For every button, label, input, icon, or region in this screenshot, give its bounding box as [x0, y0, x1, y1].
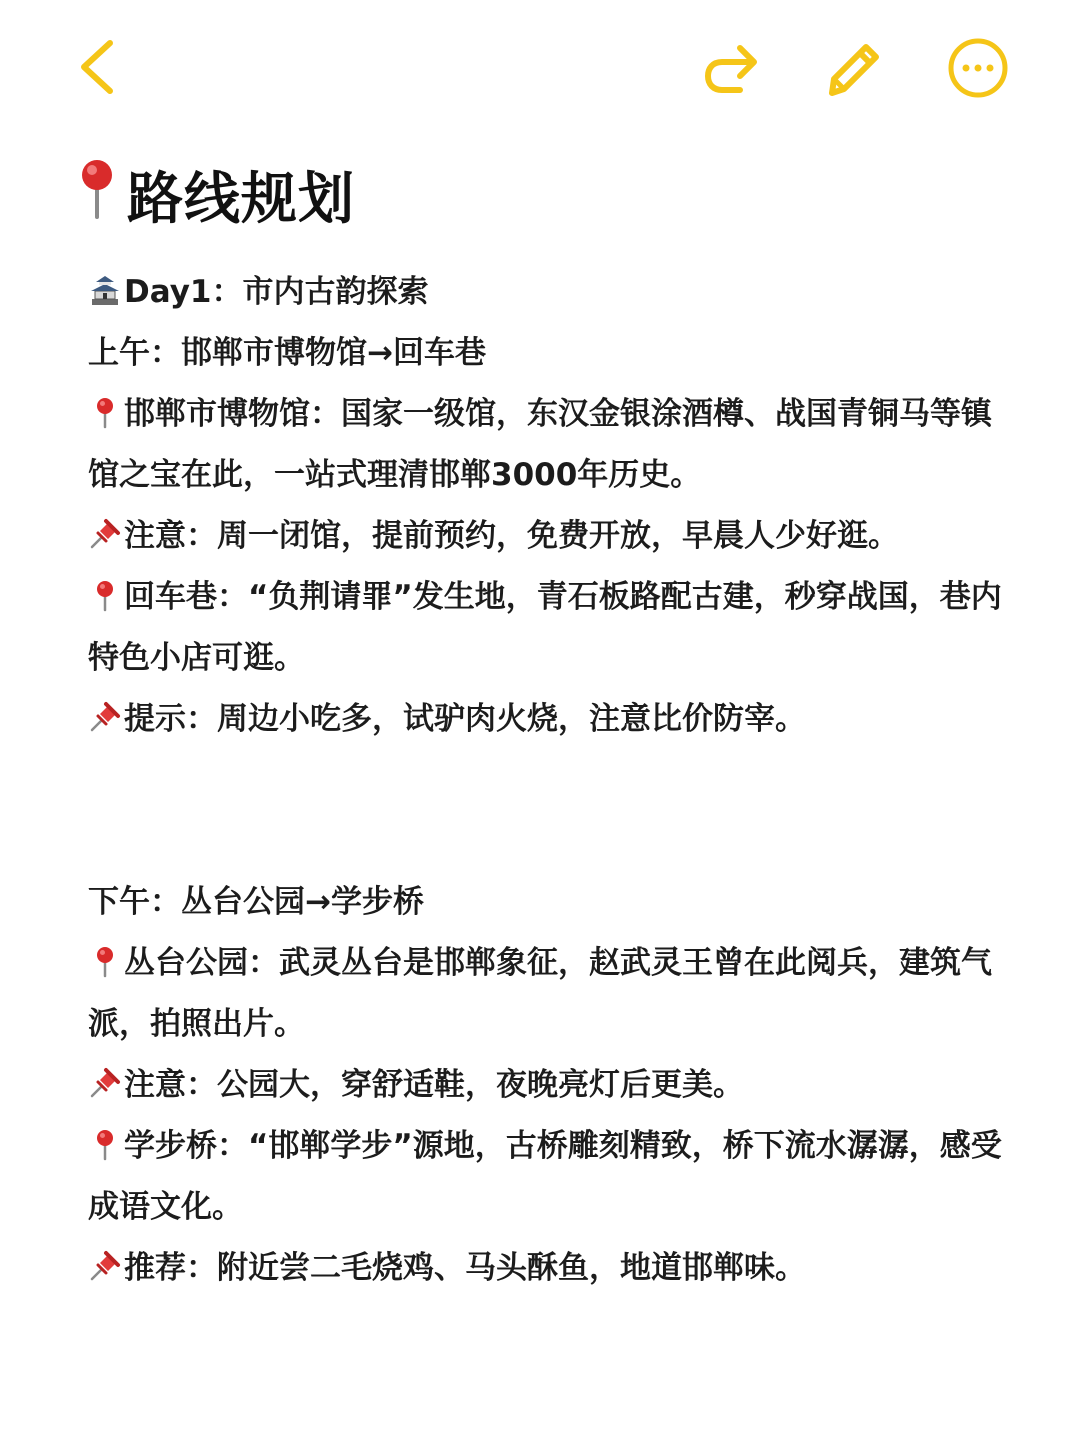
section-spacer — [88, 750, 1003, 872]
pushpin-icon — [88, 511, 122, 545]
top-toolbar — [0, 0, 1080, 130]
more-button[interactable] — [945, 35, 1011, 101]
note-line-text: 丛台公园：武灵丛台是邯郸象征，赵武灵王曾在此阅兵，建筑气派，拍照出片。 — [88, 945, 992, 1042]
pushpin-icon — [88, 1243, 122, 1277]
note-line — [88, 384, 1003, 506]
note-line — [88, 933, 1003, 1055]
note-line — [88, 689, 1003, 750]
note-line — [88, 1055, 1003, 1116]
back-button[interactable] — [70, 35, 130, 99]
note-line-text: 推荐：附近尝二毛烧鸡、马头酥鱼，地道邯郸味。 — [124, 1250, 806, 1286]
note-line-text: 提示：周边小吃多，试驴肉火烧，注意比价防宰。 — [124, 701, 806, 737]
note-line-text: 回车巷：“负荆请罪”发生地，青石板路配古建，秒穿战国，巷内特色小店可逛。 — [88, 579, 1002, 676]
note-line-text: 学步桥：“邯郸学步”源地，古桥雕刻精致，桥下流水潺潺，感受成语文化。 — [88, 1128, 1002, 1225]
edit-button[interactable] — [820, 35, 886, 101]
share-button[interactable] — [700, 38, 764, 98]
note-line-text: Day1：市内古韵探索 — [124, 274, 429, 310]
pushpin-icon — [88, 694, 122, 728]
note-line — [88, 872, 1003, 933]
section-header — [88, 262, 1003, 323]
note-line-text: 注意：周一闭馆，提前预约，免费开放，早晨人少好逛。 — [124, 518, 899, 554]
round-pushpin-icon — [88, 572, 122, 606]
note-line — [88, 1238, 1003, 1299]
note-line-text: 邯郸市博物馆：国家一级馆，东汉金银涂酒樽、战国青铜马等镇馆之宝在此，一站式理清邯郸3000年历史。 — [88, 396, 992, 493]
page-title-text: 路线规划 — [127, 167, 355, 232]
chevron-left-icon — [70, 35, 130, 99]
note-line — [88, 567, 1003, 689]
pencil-icon — [820, 35, 886, 101]
castle-icon — [88, 267, 122, 301]
pushpin-icon — [88, 1060, 122, 1094]
more-circle-icon — [945, 35, 1011, 101]
redo-arrow-icon — [700, 38, 764, 98]
note-body — [88, 262, 1003, 1299]
round-pushpin-icon — [88, 938, 122, 972]
page-title — [75, 155, 355, 235]
round-pushpin-icon — [88, 389, 122, 423]
note-line — [88, 1116, 1003, 1238]
round-pushpin-icon — [75, 157, 119, 233]
round-pushpin-icon — [88, 1121, 122, 1155]
note-line-text: 注意：公园大，穿舒适鞋，夜晚亮灯后更美。 — [124, 1067, 744, 1103]
note-line — [88, 506, 1003, 567]
note-line-text: 上午：邯郸市博物馆→回车巷 — [88, 335, 486, 371]
note-line-text: 下午：丛台公园→学步桥 — [88, 884, 424, 920]
note-line — [88, 323, 1003, 384]
